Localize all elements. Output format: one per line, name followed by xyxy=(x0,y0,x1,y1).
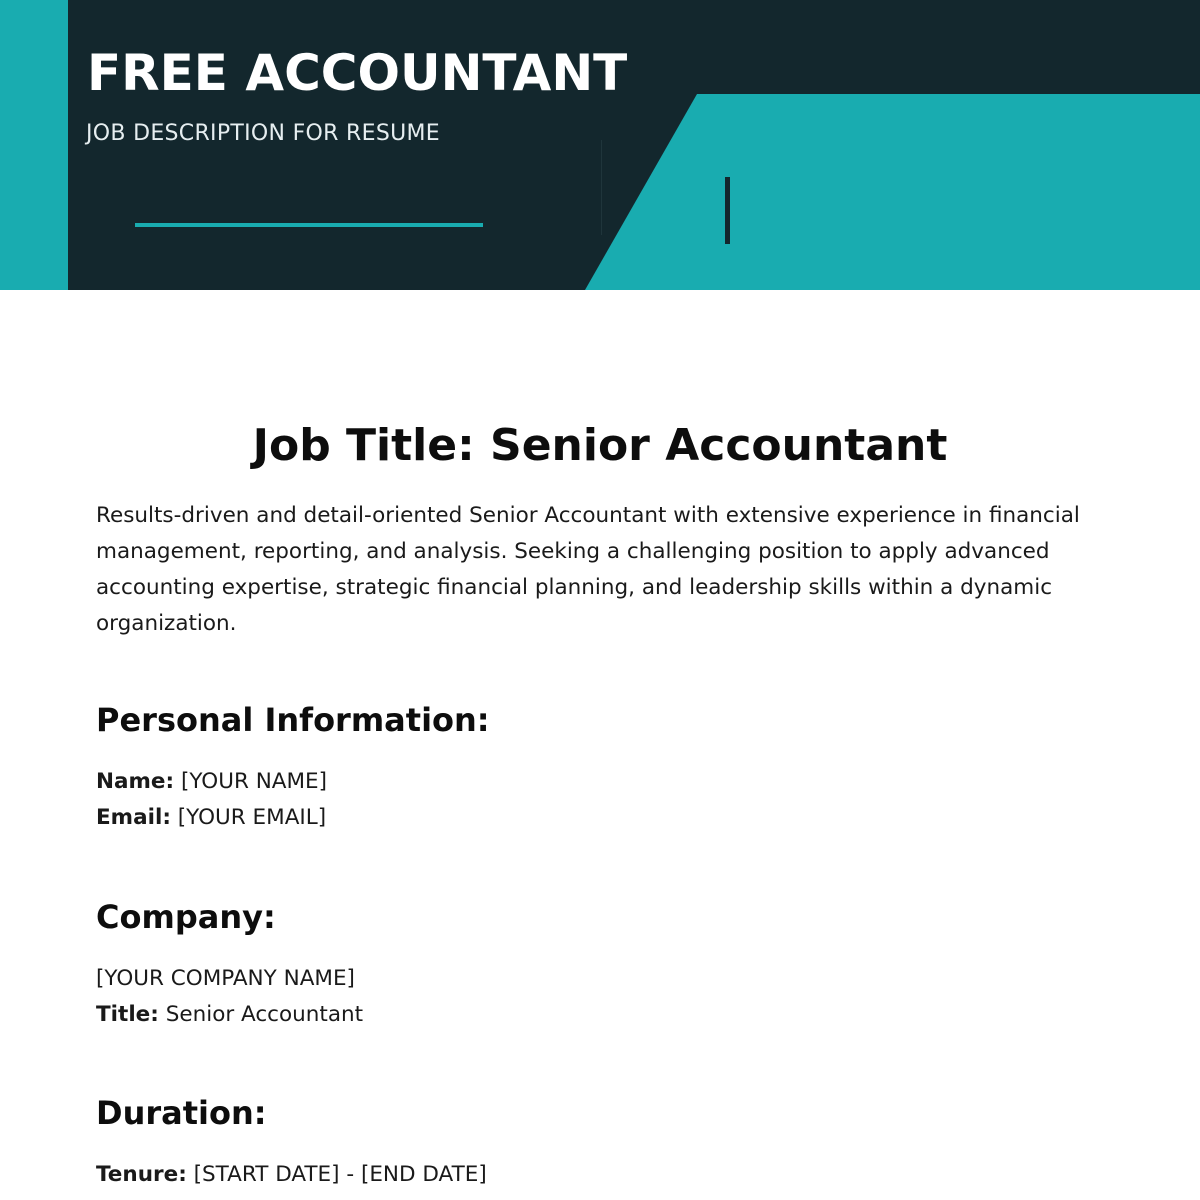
tenure-value: [START DATE] - [END DATE] xyxy=(193,1162,487,1187)
document-body xyxy=(96,418,1104,642)
summary-paragraph: Results-driven and detail-oriented Senior Accountant with extensive experience in financial management, reporting, and analysis. Seeking a challenging position to apply advanced accounting expertise, strategic financial planning, and leadership skills within a dynamic organization. xyxy=(96,503,1080,636)
duration-section xyxy=(96,1093,1104,1193)
duration-heading: Duration: xyxy=(96,1094,267,1132)
email-label: Email: xyxy=(96,805,171,830)
company-heading: Company: xyxy=(96,898,276,936)
job-title: Job Title: Senior Accountant xyxy=(252,420,948,471)
email-line xyxy=(96,800,1104,836)
company-name-line: [YOUR COMPANY NAME] xyxy=(96,966,355,991)
banner-accent-line xyxy=(135,223,483,227)
tenure-label: Tenure: xyxy=(96,1162,187,1187)
name-line xyxy=(96,764,1104,800)
company-title-value: Senior Accountant xyxy=(165,1002,364,1027)
personal-information-heading: Personal Information: xyxy=(96,701,490,739)
company-section xyxy=(96,897,1104,1033)
banner-vertical-bar xyxy=(725,177,730,244)
banner-subtitle: JOB DESCRIPTION FOR RESUME xyxy=(86,121,440,146)
banner-title: FREE ACCOUNTANT xyxy=(87,44,628,102)
banner-left-teal-strip xyxy=(0,0,68,290)
company-title-line xyxy=(96,997,1104,1033)
banner-faint-divider xyxy=(601,140,602,235)
tenure-line xyxy=(96,1157,1104,1193)
duration-lines xyxy=(96,1157,1104,1193)
personal-information-lines xyxy=(96,764,1104,836)
header-banner xyxy=(0,0,1200,290)
name-label: Name: xyxy=(96,769,175,794)
company-title-label: Title: xyxy=(96,1002,159,1027)
name-value: [YOUR NAME] xyxy=(180,769,328,794)
personal-information-section xyxy=(96,700,1104,836)
company-lines xyxy=(96,961,1104,1033)
email-value: [YOUR EMAIL] xyxy=(177,805,327,830)
